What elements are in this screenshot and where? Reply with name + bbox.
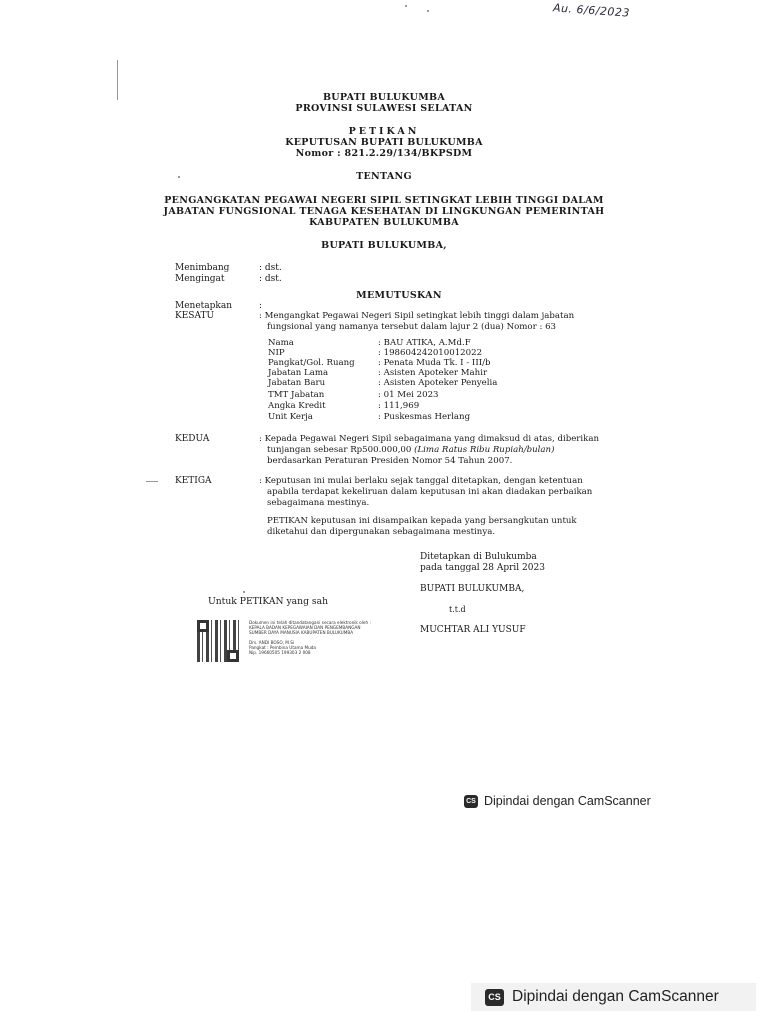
esign-stamp-line: Pangkat : Pembina Utama Muda bbox=[249, 644, 316, 650]
field-key: Angka Kredit bbox=[268, 401, 326, 411]
petikan-note-rest: keputusan ini disampaikan kepada yang bersangkutan untuk bbox=[307, 516, 577, 526]
field-key: Nama bbox=[268, 338, 294, 348]
qr-code bbox=[197, 620, 239, 662]
esign-stamp-line: Nip. 19660505 199303 2 008 bbox=[249, 650, 311, 656]
header-line2: PROVINSI SULAWESI SELATAN bbox=[295, 103, 473, 114]
bupati-heading: BUPATI BULUKUMBA, bbox=[321, 240, 447, 251]
field-row bbox=[268, 412, 608, 422]
kesatu-text-line1: : Mengangkat Pegawai Negeri Sipil setingkat lebih tinggi dalam jabatan bbox=[259, 311, 575, 321]
copy-label: Untuk PETIKAN yang sah bbox=[208, 596, 328, 607]
field-value: : Asisten Apoteker Penyelia bbox=[378, 378, 498, 388]
header-line1: BUPATI BULUKUMBA bbox=[322, 92, 446, 103]
ketiga-line1: : Keputusan ini mulai berlaku sejak tanggal ditetapkan, dengan ketentuan bbox=[259, 476, 583, 486]
kedua-line3: berdasarkan Peraturan Presiden Nomor 54 Tahun 2007. bbox=[267, 456, 513, 466]
petikan-word: PETIKAN bbox=[267, 516, 308, 526]
scan-mark bbox=[146, 481, 158, 482]
esign-stamp-line: Drs. ANDI BOSO, M.Si bbox=[249, 639, 295, 645]
ketiga-line3: sebagaimana mestinya. bbox=[267, 498, 370, 508]
scan-speck bbox=[427, 10, 429, 12]
field-key: Unit Kerja bbox=[268, 412, 313, 422]
ditetapkan-di: Ditetapkan di Bulukumba bbox=[420, 552, 537, 562]
field-value: : Penata Muda Tk. I - III/b bbox=[378, 358, 491, 368]
kesatu-text-line2: fungsional yang namanya tersebut dalam lajur 2 (dua) Nomor : 63 bbox=[267, 322, 557, 332]
tanggal: pada tanggal 28 April 2023 bbox=[420, 563, 545, 573]
subject-line1: PENGANGKATAN PEGAWAI NEGERI SIPIL SETINGKAT LEBIH TINGGI DALAM bbox=[164, 195, 604, 206]
kedua-label: KEDUA bbox=[175, 434, 210, 444]
subject-line2: JABATAN FUNGSIONAL TENAGA KESEHATAN DI LINGKUNGAN PEMERINTAH bbox=[163, 206, 605, 217]
esign-stamp bbox=[249, 620, 399, 655]
field-value: : Puskesmas Herlang bbox=[378, 412, 471, 422]
field-value: : 198604242010012022 bbox=[378, 348, 483, 358]
field-row bbox=[268, 401, 608, 411]
kedua-line2-amount: tunjangan sebesar Rp500.000,00 bbox=[267, 445, 415, 455]
esign-stamp-line: KEPALA BADAN KEPEGAWAIAN DAN PENGEMBANGAN bbox=[249, 625, 361, 631]
petikan-title: PETIKAN bbox=[348, 126, 420, 137]
field-row bbox=[268, 368, 608, 378]
mengingat-label: Mengingat bbox=[175, 274, 225, 284]
field-row bbox=[268, 338, 608, 348]
field-key: NIP bbox=[268, 348, 285, 358]
ketiga-label: KETIGA bbox=[175, 476, 212, 486]
camscanner-watermark bbox=[464, 794, 651, 808]
field-value: : 01 Mei 2023 bbox=[378, 390, 439, 400]
camscanner-logo-icon: CS bbox=[485, 989, 504, 1006]
field-row bbox=[268, 390, 608, 400]
camscanner-text: Dipindai dengan CamScanner bbox=[484, 794, 651, 808]
ketiga-line2: apabila terdapat kekeliruan dalam keputusan ini akan diadakan perbaikan bbox=[267, 487, 593, 497]
field-key: Jabatan Baru bbox=[268, 378, 326, 388]
memutuskan: MEMUTUSKAN bbox=[356, 290, 442, 301]
menimbang-value: : dst. bbox=[259, 263, 282, 273]
keputusan-title: KEPUTUSAN BUPATI BULUKUMBA bbox=[285, 137, 483, 148]
camscanner-logo-icon: CS bbox=[464, 795, 478, 808]
field-value: : Asisten Apoteker Mahir bbox=[378, 368, 488, 378]
field-row bbox=[268, 358, 608, 368]
handwritten-note: Au. 6/6/2023 bbox=[552, 1, 631, 20]
kedua-line2-words: (Lima Ratus Ribu Rupiah/bulan) bbox=[414, 445, 555, 455]
esign-stamp-line: SUMBER DAYA MANUSIA KABUPATEN BULUKUMBA bbox=[249, 630, 354, 636]
field-value: : 111,969 bbox=[378, 401, 420, 411]
field-key: Pangkat/Gol. Ruang bbox=[268, 358, 355, 368]
field-value: : BAU ATIKA, A.Md.F bbox=[378, 338, 471, 348]
signature-bupati: BUPATI BULUKUMBA, bbox=[420, 584, 525, 594]
petikan-note-line2: diketahui dan dipergunakan sebagaimana mestinya. bbox=[267, 527, 496, 537]
field-row bbox=[268, 348, 608, 358]
menimbang-label: Menimbang bbox=[175, 263, 230, 273]
signatory-name: MUCHTAR ALI YUSUF bbox=[420, 625, 526, 635]
scan-speck bbox=[405, 5, 407, 7]
camscanner-footer-text: Dipindai dengan CamScanner bbox=[512, 988, 719, 1005]
mengingat-value: : dst. bbox=[259, 274, 282, 284]
scan-speck bbox=[243, 591, 245, 593]
petikan-note-line1 bbox=[267, 516, 609, 526]
field-key: TMT Jabatan bbox=[268, 390, 325, 400]
kedua-line2 bbox=[267, 445, 609, 455]
camscanner-footer bbox=[471, 983, 756, 1011]
esign-stamp-line: Dokumen ini telah ditandatangani secara elektronik oleh : bbox=[249, 620, 371, 625]
menetapkan-value: : bbox=[259, 301, 263, 311]
field-row bbox=[268, 378, 608, 388]
nomor: Nomor : 821.2.29/134/BKPSDM bbox=[295, 148, 473, 159]
kedua-line1: : Kepada Pegawai Negeri Sipil sebagaimana yang dimaksud di atas, diberikan bbox=[259, 434, 600, 444]
kesatu-label: KESATU bbox=[175, 311, 215, 321]
menetapkan-label: Menetapkan bbox=[175, 301, 233, 311]
ttd: t.t.d bbox=[449, 605, 466, 614]
subject-line3: KABUPATEN BULUKUMBA bbox=[309, 217, 459, 228]
field-key: Jabatan Lama bbox=[268, 368, 329, 378]
tentang: TENTANG bbox=[356, 171, 412, 182]
